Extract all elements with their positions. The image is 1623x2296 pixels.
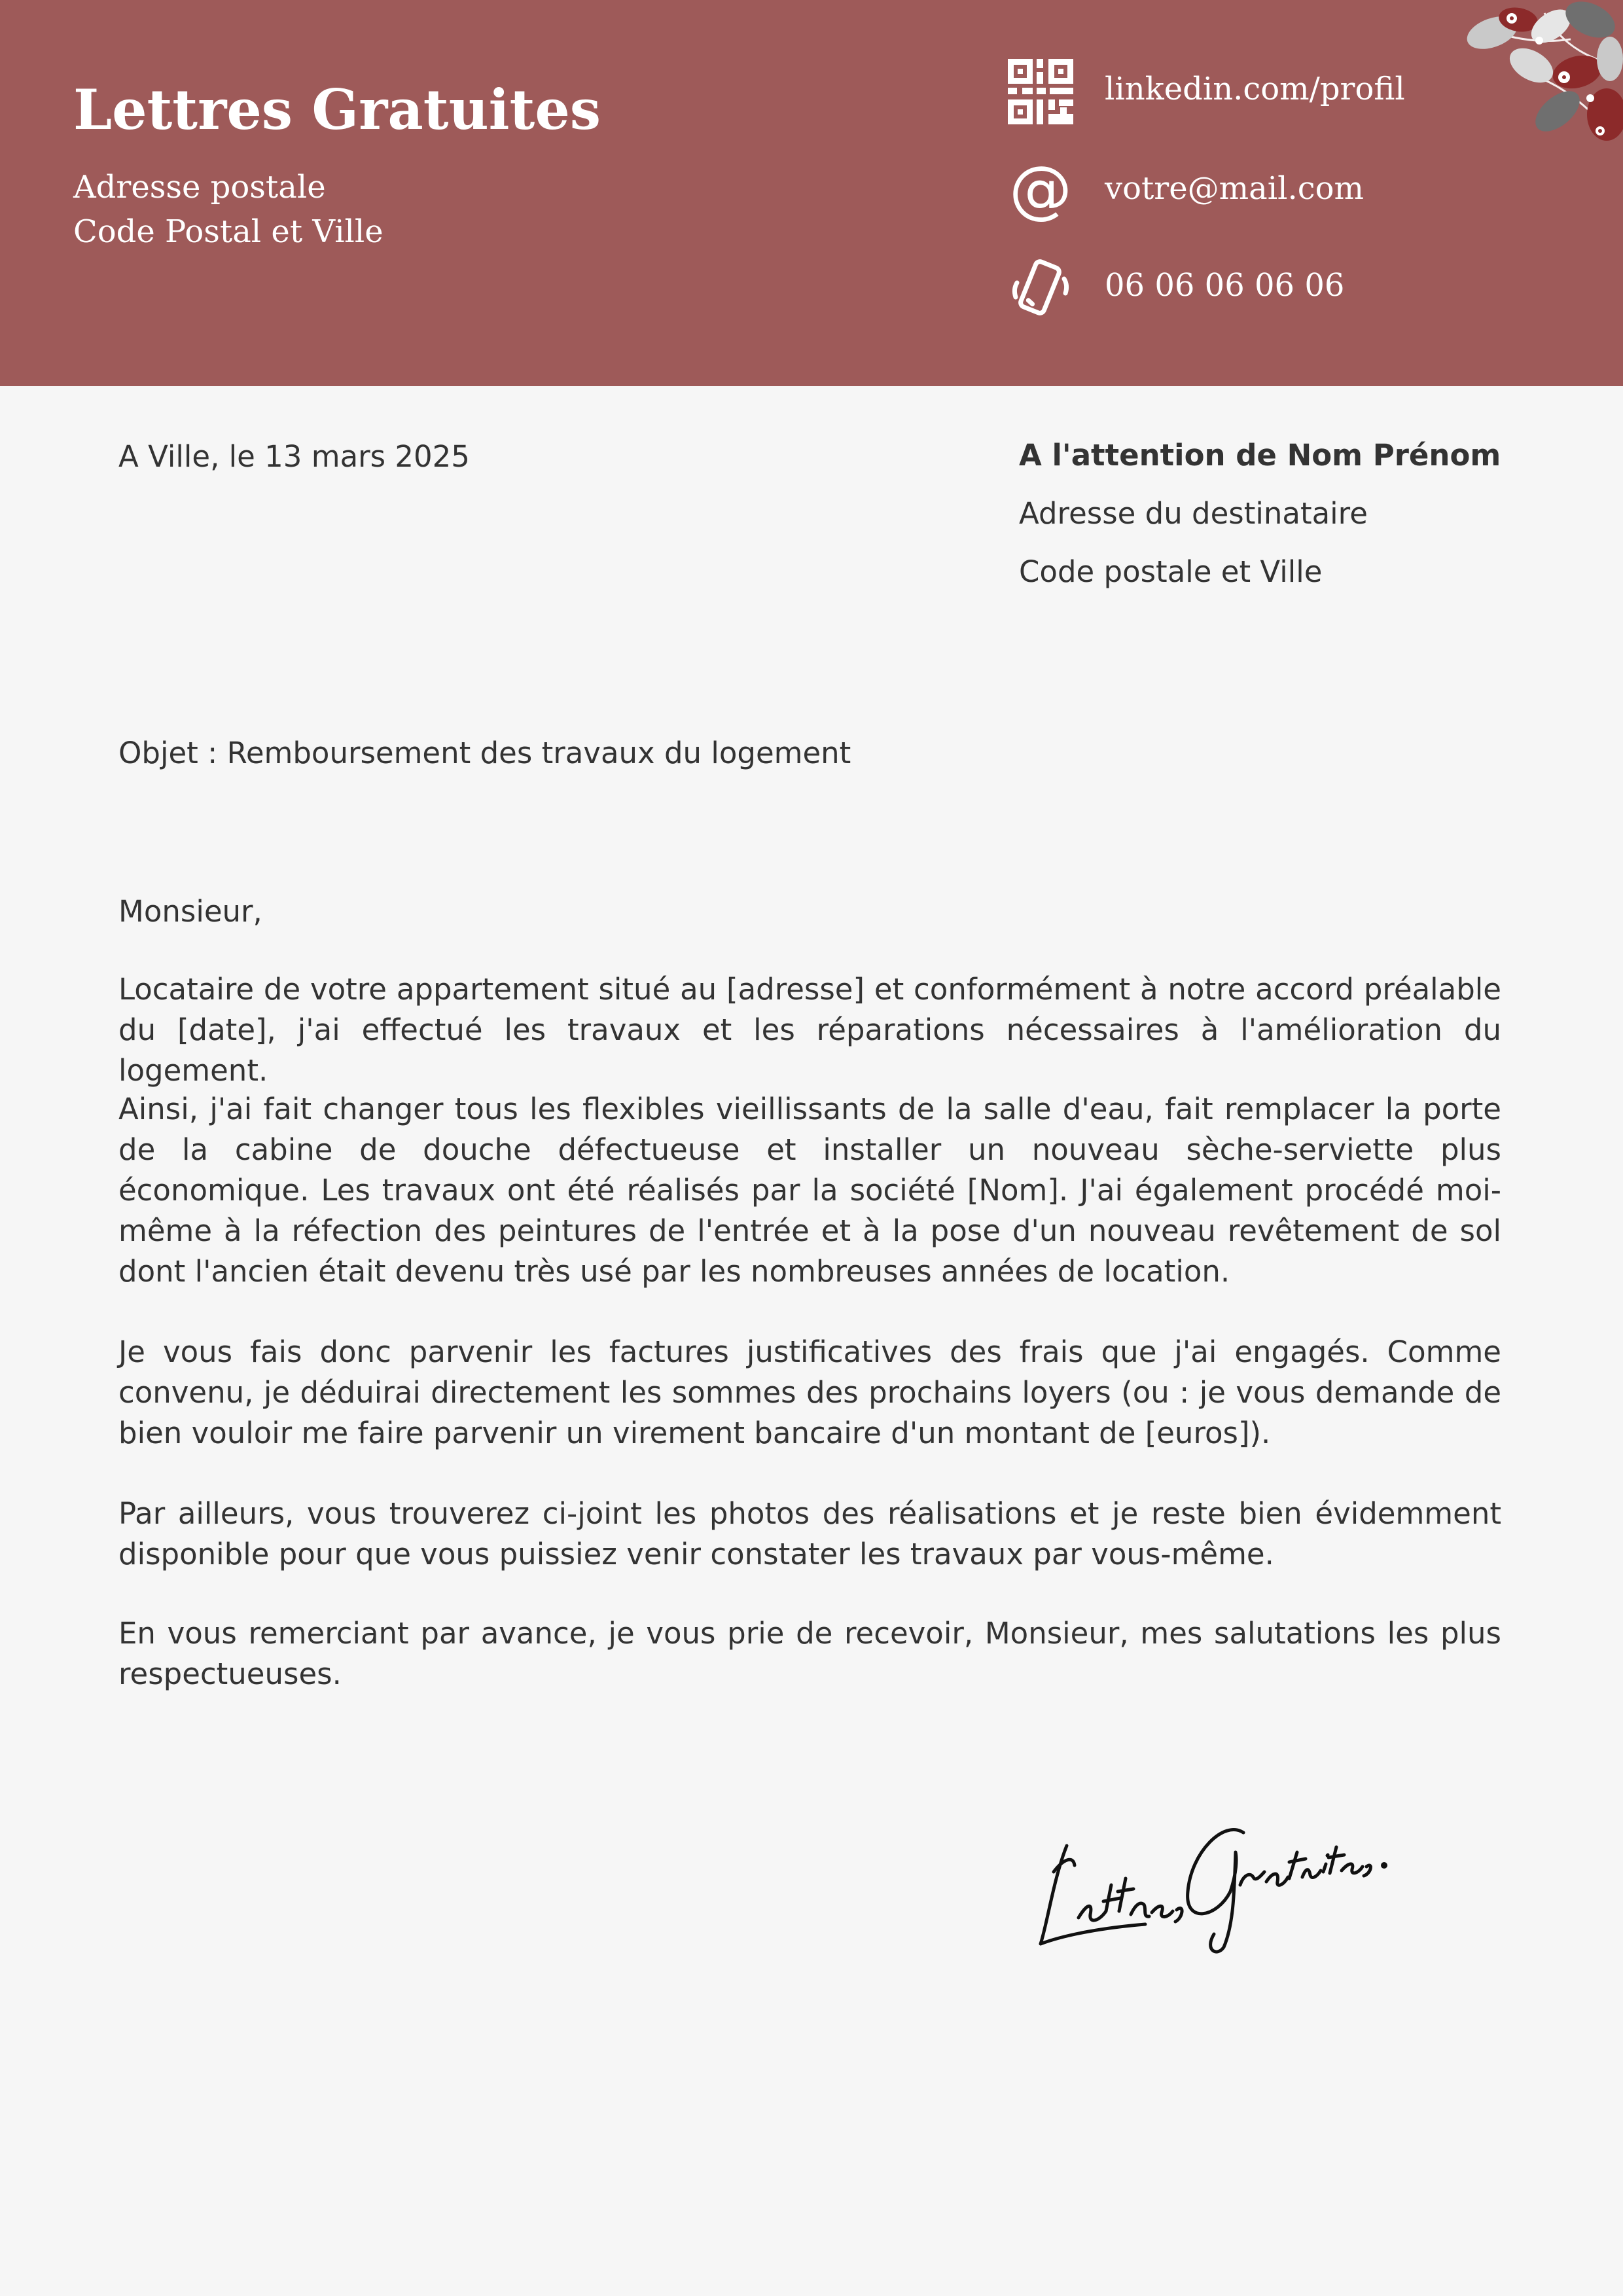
letter-header bbox=[0, 0, 1623, 386]
svg-text:@: @ bbox=[1009, 158, 1072, 224]
phone-number[interactable]: 06 06 06 06 06 bbox=[1105, 267, 1345, 304]
date-place: A Ville, le 13 mars 2025 bbox=[118, 439, 470, 474]
sender-address-line2: Code Postal et Ville bbox=[73, 213, 383, 250]
body-paragraph-5: En vous remerciant par avance, je vous prie de recevoir, Monsieur, mes salutations les plus respectueuses. bbox=[118, 1616, 1501, 1691]
mobile-phone-icon bbox=[1008, 257, 1073, 322]
at-sign-icon bbox=[1008, 158, 1073, 224]
linkedin-link[interactable]: linkedin.com/profil bbox=[1105, 71, 1405, 107]
signature bbox=[1027, 1793, 1414, 1964]
letter-subject: Objet : Remboursement des travaux du logement bbox=[118, 736, 851, 770]
body-paragraph-2: Ainsi, j'ai fait changer tous les flexibles vieillissants de la salle d'eau, fait remplacer la porte de la cabine de douche défectueuse et installer un nouveau sèche-serviette plus économique. Les travaux ont été réalisés par la société [Nom]. J'ai également procédé moi-même à la réfection des peintures de l'entrée et à la pose d'un nouveau revêtement de sol dont l'ancien était devenu très usé par les nombreuses années de location. bbox=[118, 1092, 1501, 1289]
email-link[interactable]: votre@mail.com bbox=[1105, 170, 1364, 207]
qr-code-icon bbox=[1008, 59, 1073, 124]
recipient-name: A l'attention de Nom Prénom bbox=[1019, 438, 1501, 473]
floral-decoration bbox=[1466, 0, 1623, 157]
sender-address-line1: Adresse postale bbox=[73, 169, 326, 206]
salutation: Monsieur, bbox=[118, 894, 262, 929]
body-paragraph-3: Je vous fais donc parvenir les factures justificatives des frais que j'ai engagés. Comme convenu, je déduirai directement les sommes des prochains loyers (ou : je vous demande de bien vouloir me faire parvenir un virement bancaire d'un montant de [euros]). bbox=[118, 1335, 1501, 1450]
recipient-city: Code postale et Ville bbox=[1019, 554, 1323, 589]
body-paragraph-1: Locataire de votre appartement situé au [adresse] et conformément à notre accord préalable du [date], j'ai effectué les travaux et les réparations nécessaires à l'amélioration du logement. bbox=[118, 972, 1501, 1088]
recipient-address: Adresse du destinataire bbox=[1019, 496, 1368, 531]
sender-name: Lettres Gratuites bbox=[73, 77, 601, 142]
body-paragraph-4: Par ailleurs, vous trouverez ci-joint les photos des réalisations et je reste bien évidemment disponible pour que vous puissiez venir constater les travaux par vous-même. bbox=[118, 1496, 1501, 1571]
